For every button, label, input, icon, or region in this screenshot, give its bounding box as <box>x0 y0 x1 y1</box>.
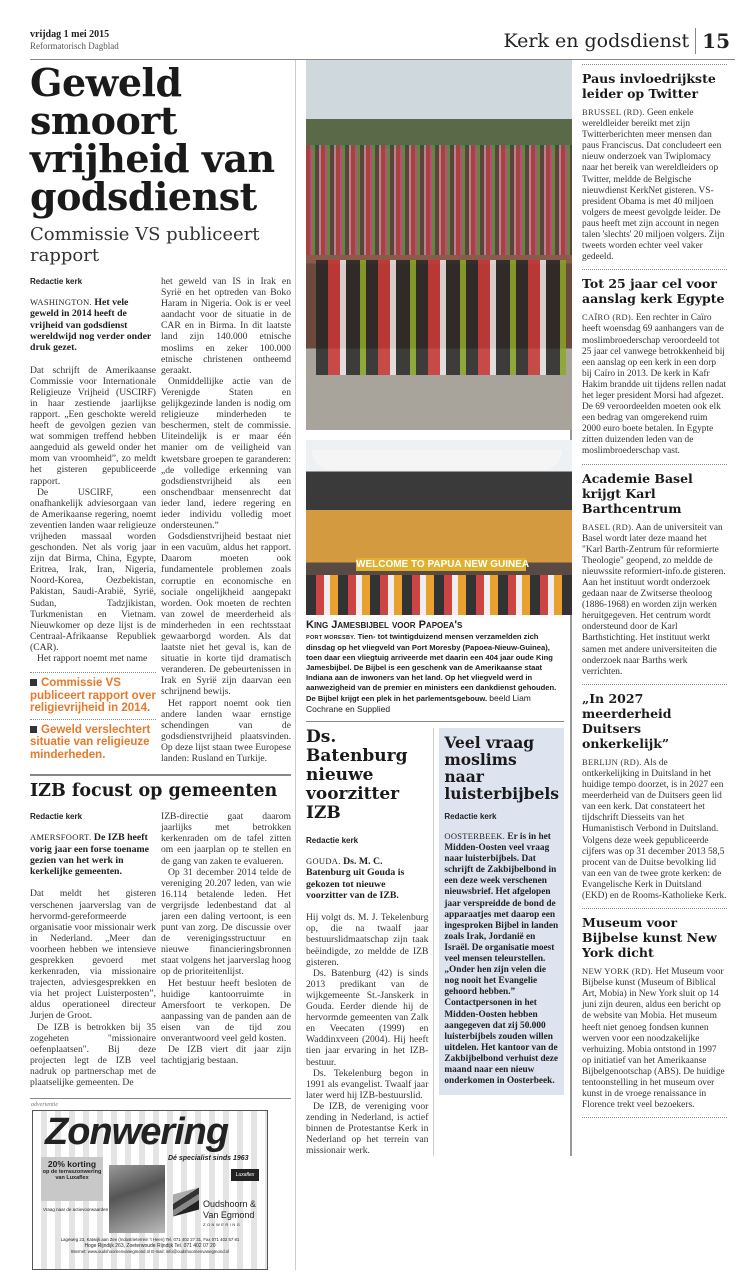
ad-company: Oudshoorn & Van Egmond ZONWERING <box>203 1199 257 1228</box>
paragraph: De IZB viert dit jaar zijn tachtigjarig bestaan. <box>161 1044 291 1067</box>
luisterbijbels-box: Veel vraag moslims naar luisterbijbels Redactie kerk OOSTERBEEK. Er is in het Midden-Oosten veel vraag naar luisterbijbels. Dat schrijft de Zakbijbelbond in een deze week verschenen nieuwsbrief. Het afgelopen jaar verspreidde de bond de apparaatjes met daarop een ingesproken Bijbel in landen zoals Irak, Jordanië en Israël. De organisatie moest veel mensen teleurstellen. „Onder hen zijn velen die nog nooit het Evangelie gehoord hebben.” Contactpersonen in het Midden-Oosten hebben aangegeven dat zij 50.000 luisterbijbels zouden willen uitdelen. Het kantoor van de Zakbijbelbond verhuist deze maand naar een nieuw onderkomen in Oosterbeek. <box>439 728 564 1095</box>
page-number: 15 <box>702 29 730 53</box>
paragraph: De IZB is betrokken bij 35 zogeheten "missionaire oefenplaatsen". Bij deze projecten legt de IZB veel nadruk op partnerschap met de plaatselijke gemeenten. De <box>30 1021 156 1088</box>
ad-address: Lageweg 23, Katwijk aan Zee (Industrieterrein 't Heen) Tel. 071 402 27 31, Fax 071 402 57 81 Hoge Rijndijk 263, Zoeterwoude Rijndijk Tel. 071 402 07 20 Internet: www.oudshoornenvanegmond.nl E-mail: info@oudshoornenvanegmond.nl <box>60 1237 240 1255</box>
luister-text: Er is in het Midden-Oosten veel vraag naar luisterbijbels. Dat schrijft de Zakbijbelbond in een deze week verschenen nieuwsbrief. Het afgelopen jaar verspreidde de bond de apparaatjes met daarop een ingesproken Bijbel in landen zoals Irak, Jordanië en Israël. De organisatie moest veel mensen teleurstellen. „Onder hen zijn velen die nog nooit het Evangelie gehoord hebben.” Contactpersonen in het Midden-Oosten hebben aangegeven dat zij 50.000 luisterbijbels zouden willen uitdelen. Het kantoor van de Zakbijbelbond verhuist deze maand naar een nieuw onderkomen in Oosterbeek. <box>444 832 559 1087</box>
lead-text: De IZB heeft vorig jaar een forse toename gezien van het werk in kerkelijke gemeenten. <box>30 832 149 878</box>
paragraph: Godsdienstvrijheid bestaat niet in een vacuüm, aldus het rapport. Daarom moeten ook fundamentele problemen zoals corruptie en economische en sociale ongelijkheid aangepakt worden. Ook moeten de rechten van zowel de meerderheid als minderheden in een rechtsstaat gewaarborgd worden. Als dat laatste niet het geval is, kan de situatie in korte tijd dramatisch veranderen. De gebeurtenissen in Irak en Syrië zijn daarvan een schrijnend bewijs. <box>161 531 291 698</box>
brief-item: „In 2027 meerderheid Duitsers onkerkelijk” BERLIJN (RD). Als de ontkerkelijking in Duitsland in het huidige tempo doorzet, is in 2027 een meerderheid van de Duitsers geen lid van een kerk. Dat constateert het tijdschrift Diesseits van het Humanistisch Verbond in Duitsland. Volgens deze week gepubliceerde cijfers was op 31 december 2013 58,5 procent van de Duitse bevolking lid van een van de twee grote kerken: de Evangelische Kerk in Duitsland (EKD) en de Rooms-Katholieke Kerk. <box>582 690 727 901</box>
ad-company-logo-icon <box>173 1188 199 1217</box>
crowd-photo <box>306 60 572 430</box>
highlight-item: Commissie VS publiceert rapport over religievrijheid in 2014. <box>30 677 156 715</box>
middle-column <box>300 60 572 1156</box>
paragraph: Het rapport noemt ook tien andere landen waar ernstige schendingen van de godsdienstvrijheid plaatsvinden. Op deze lijst staan twee Europese landen: Rusland en Turkije. <box>161 697 291 765</box>
brief-item: Museum voor Bijbelse kunst New York dicht NEW YORK (RD). Het Museum voor Bijbelse kunst (Museum of Biblical Art, Mobia) in New York sluit op 14 juni zijn deuren, aldus een bericht op de website van Mobia. Het museum heeft niet genoeg fondsen kunnen werven voor een noodzakelijke verhuizing. Mobia ontstond in 1997 op initiatief van het Amerikaanse Bijbelgenootschap (ABS). De huidige tentoonstelling in het museum over kunst in de vroege renaissance in Florence trekt veel bezoekers. <box>582 915 725 1111</box>
paragraph: De USCIRF, een onafhankelijk adviesorgaan van de Amerikaanse regering, noemt zeventien landen waar religieuze vrijheden massaal worden geschonden. Net als vorig jaar zijn dat Birma, China, Egypte, Eritrea, Irak, Iran, Nigeria, Noord-Korea, Oezbekistan, Pakistan, Saudi-Arabië, Syrië, Sudan, Tadzjikistan, Turkmenistan en Vietnam. Nieuwkomer op deze lijst is de Centraal-Afrikaanse Republiek (CAR). <box>30 486 156 653</box>
brief-item: Academie Basel krijgt Karl Barthcentrum BASEL (RD). Aan de universiteit van Basel wordt later deze maand het "Karl Barth-Zentrum für reformierte Theologie" geopend, zo meldde de nieuwssite reformiert-info.de gisteren. Aan het instituut wordt onderzoek gedaan naar de Zwitserse theoloog (1886-1968) en worden zijn werken heruitgegeven. Het centrum wordt ondersteund door de Karl Barthstichting. Het instituut werkt samen met andere universiteiten die onderzoek naar Barths werk verrichten. <box>582 470 726 677</box>
batenburg-headline: Ds. Batenburg nieuwe voorzitter IZB <box>306 727 408 823</box>
section-title: Kerk en godsdienst <box>503 30 690 52</box>
paragraph: Dat schrijft de Amerikaanse Commissie voor Internationale Religieuze Vrijheid (USCIRF) in haar zestiende jaarlijkse rapport. „Een geschokte wereld heeft de gevolgen gezien van wat sommigen treffend hebben aangeduid als geweld onder het mom van vroomheid”, zo meldt het gisteren gepubliceerde rapport. <box>30 364 156 487</box>
dateline: WASHINGTON. <box>30 297 92 308</box>
ceremony-photo <box>306 440 572 615</box>
highlight-item: Geweld verslechtert situatie van religieuze minderheden. <box>30 723 151 761</box>
brief-item: Tot 25 jaar cel voor aanslag kerk Egypte CAÏRO (RD). Een rechter in Caïro heeft woensdag 69 aanhangers van de moslimbroederschap veroordeeld tot 25 jaar cel vanwege betrokkenheid bij een aanslag op een kerk in een dorp bij Caïro in 2013. De kerk in Kafr Hakim brandde uit tijdens rellen nadat het leger president Morsi had afgezet. De 69 veroordeelden moeten ook elk een bedrag van omgerekend ruim 2000 euro boete betalen. In Egypte zitten duizenden leden van de moslimbroederschap vast. <box>582 276 726 457</box>
section-header <box>503 28 730 54</box>
section-rule <box>30 774 291 776</box>
byline: Redactie kerk <box>30 277 83 286</box>
main-col-1 <box>30 276 156 764</box>
highlights <box>30 672 156 761</box>
paragraph: Onmiddellijke actie van de Verenigde Staten en gelijkgezinde landen is nodig om religieuze minderheden te beschermen, stelt de commissie. Uiteindelijk is er maar één manier om de veiligheid van kwetsbare groepen te garanderen: „de volledige erkenning van godsdienstvrijheid als een onschendbaar mensenrecht dat ieder land, iedere regering en ieder individu volledig moet ondersteunen.” <box>161 375 291 532</box>
page-header <box>30 0 735 60</box>
izb-headline: IZB focust op gemeenten <box>30 781 278 802</box>
photo-caption <box>306 619 564 715</box>
paragraph: Dat meldt het gisteren verschenen jaarverslag van de hervormd-gereformeerde organisatie voor missionair werk in Nederland. „Meer dan voorheen hebben we intensieve gesprekken gevoerd met kerkenraden, via missionaire trajecten, adviesgesprekken en via het project Luisterposten”, aldus operationeel directeur Jurjen de Groot. <box>30 888 156 1022</box>
caption-text: Tien- tot twintigduizend mensen verzamelden zich dinsdag op het vliegveld van Port Moresby (Papoea-Nieuw-Guinea), toen daar een vliegtuig arriveerde met daarin een 404 jaar oude King Jamesbijbel. De Bijbel is een geschenk van de Amerikaanse staat Indiana aan de inwoners van het land. Op het vliegveld werd in aanwezigheid van de premier en ministers een dankdienst gehouden. De Bijbel krijgt een plek in het parlementsgebouw. <box>306 632 557 703</box>
dateline: AMERSFOORT. <box>30 832 92 843</box>
lead-text: Het vele geweld in 2014 heeft de vrijheid van godsdienst wereldwijd nog verder onder druk gezet. <box>30 297 152 354</box>
main-col-2 <box>161 276 291 764</box>
luister-headline: Veel vraag moslims naar luisterbijbels <box>444 733 559 803</box>
paragraph: IZB-directie gaat daarom jaarlijks met betrokken kerkenraden om de tafel zitten om een jaarplan op te stellen en de gang van zaken te evalueren. <box>161 811 291 867</box>
left-column <box>30 60 296 1270</box>
photo-credit: beeld Liam Cochrane en Supplied <box>306 693 531 714</box>
batenburg-article: Ds. Batenburg nieuwe voorzitter IZB Redactie kerk GOUDA. Ds. M. C. Batenburg uit Gouda is gekozen tot nieuwe voorzitter van de IZB. Hij volgt ds. M. J. Tekelenburg op, die na twaalf jaar bestuurslidmaatschap zijn taak beëindigde, zo meldde de IZB gisteren. Ds. Batenburg (42) is sinds 2013 predikant van de wijkgemeente St.-Janskerk in Gouda. Eerder diende hij de hervormde gemeenten van Zalk en Veecaten (1999) en Waddinxveen (2004). Hij heeft tien jaar ervaring in het IZB-bestuur. Ds. Tekelenburg begon in 1991 als evangelist. Twaalf jaar later werd hij IZB-bestuurslid. De IZB, de vereniging voor zending in Nederland, is actief binnen de Protestantse Kerk in Nederland op het terrein van missionair werk. <box>306 728 434 1156</box>
ad-photo <box>109 1165 165 1233</box>
izb-col-1 <box>30 811 156 1088</box>
ad-promo: 20% korting op de terraszonwering van Luxaflex <box>41 1157 103 1201</box>
ad-tagline: Dé specialist sinds 1963 <box>168 1155 249 1163</box>
byline: Redactie kerk <box>444 812 497 821</box>
ad-label: advertentie <box>31 1102 58 1109</box>
welcome-banner: WELCOME TO PAPUA NEW GUINEA <box>356 559 530 570</box>
brief-item: Paus invloedrijkste leider op Twitter BRUSSEL (RD). Geen enkele wereldleider bereikt met zijn Twitterberichten meer mensen dan paus Franciscus. Dat concludeert een nieuw onderzoek van Twiplomacy naar het bereik van wereldleiders op Twitter, meldde de Belgische nieuwdienst KerkNet gisteren. VS-president Obama is met 40 miljoen volgers de meest gevolgde leider. De paus heeft met zijn account in negen talen 'slechts' 20 miljoen volgers. Zijn tweets worden echter veel vaker gedeeld. <box>582 71 725 263</box>
issue-date: vrijdag 1 mei 2015 <box>30 29 110 40</box>
bullet-square-icon <box>30 679 37 686</box>
bullet-square-icon <box>30 726 37 733</box>
paragraph: het geweld van IS in Irak en Syrië en het optreden van Boko Haram in Nigeria. Ook is er veel aandacht voor de situatie in de CAR en in Birma. In dit laatste land zijn 140.000 etnische moslims en zeker 100.000 etnische christenen ontheemd geraakt. <box>161 276 291 376</box>
ad-brand: Zonwering <box>45 1111 229 1154</box>
advertisement[interactable] <box>32 1110 268 1270</box>
news-briefs <box>572 60 727 1118</box>
byline: Redactie kerk <box>30 812 83 822</box>
dateline: PORT MORESBY. <box>306 635 356 641</box>
paper-name: Reformatorisch Dagblad <box>30 41 119 51</box>
ad-note: Vraag naar de actievoorwaarden <box>43 1207 109 1213</box>
paragraph: Het rapport noemt met name <box>37 653 148 665</box>
caption-title: King Jamesbijbel voor Papoea's <box>306 619 463 631</box>
main-subhead: Commissie VS publiceert rapport <box>30 224 260 266</box>
byline: Redactie kerk <box>306 836 359 845</box>
main-headline: Geweld smoort vrijheid van godsdienst <box>30 60 275 219</box>
luxaflex-logo: Luxaflex <box>231 1169 259 1181</box>
izb-col-2 <box>161 811 291 1088</box>
paragraph: Op 31 december 2014 telde de vereniging 20.207 leden, van wie 16.114 betalende leden. Het vergrijsde ledenbestand dat al jaren een daling vertoont, is een punt van zorg. De discussie over de verenigingsstructuur en nieuwe financieringsbronnen staat volgens het jaarverslag hoog op de prioriteitenlijst. <box>161 866 292 978</box>
paragraph: Het bestuur heeft besloten de huidige kantoorruimte in Amersfoort te verkopen. De aanpassing van de panden aan de eisen van de tijd zou onverantwoord veel geld kosten. <box>161 977 291 1044</box>
